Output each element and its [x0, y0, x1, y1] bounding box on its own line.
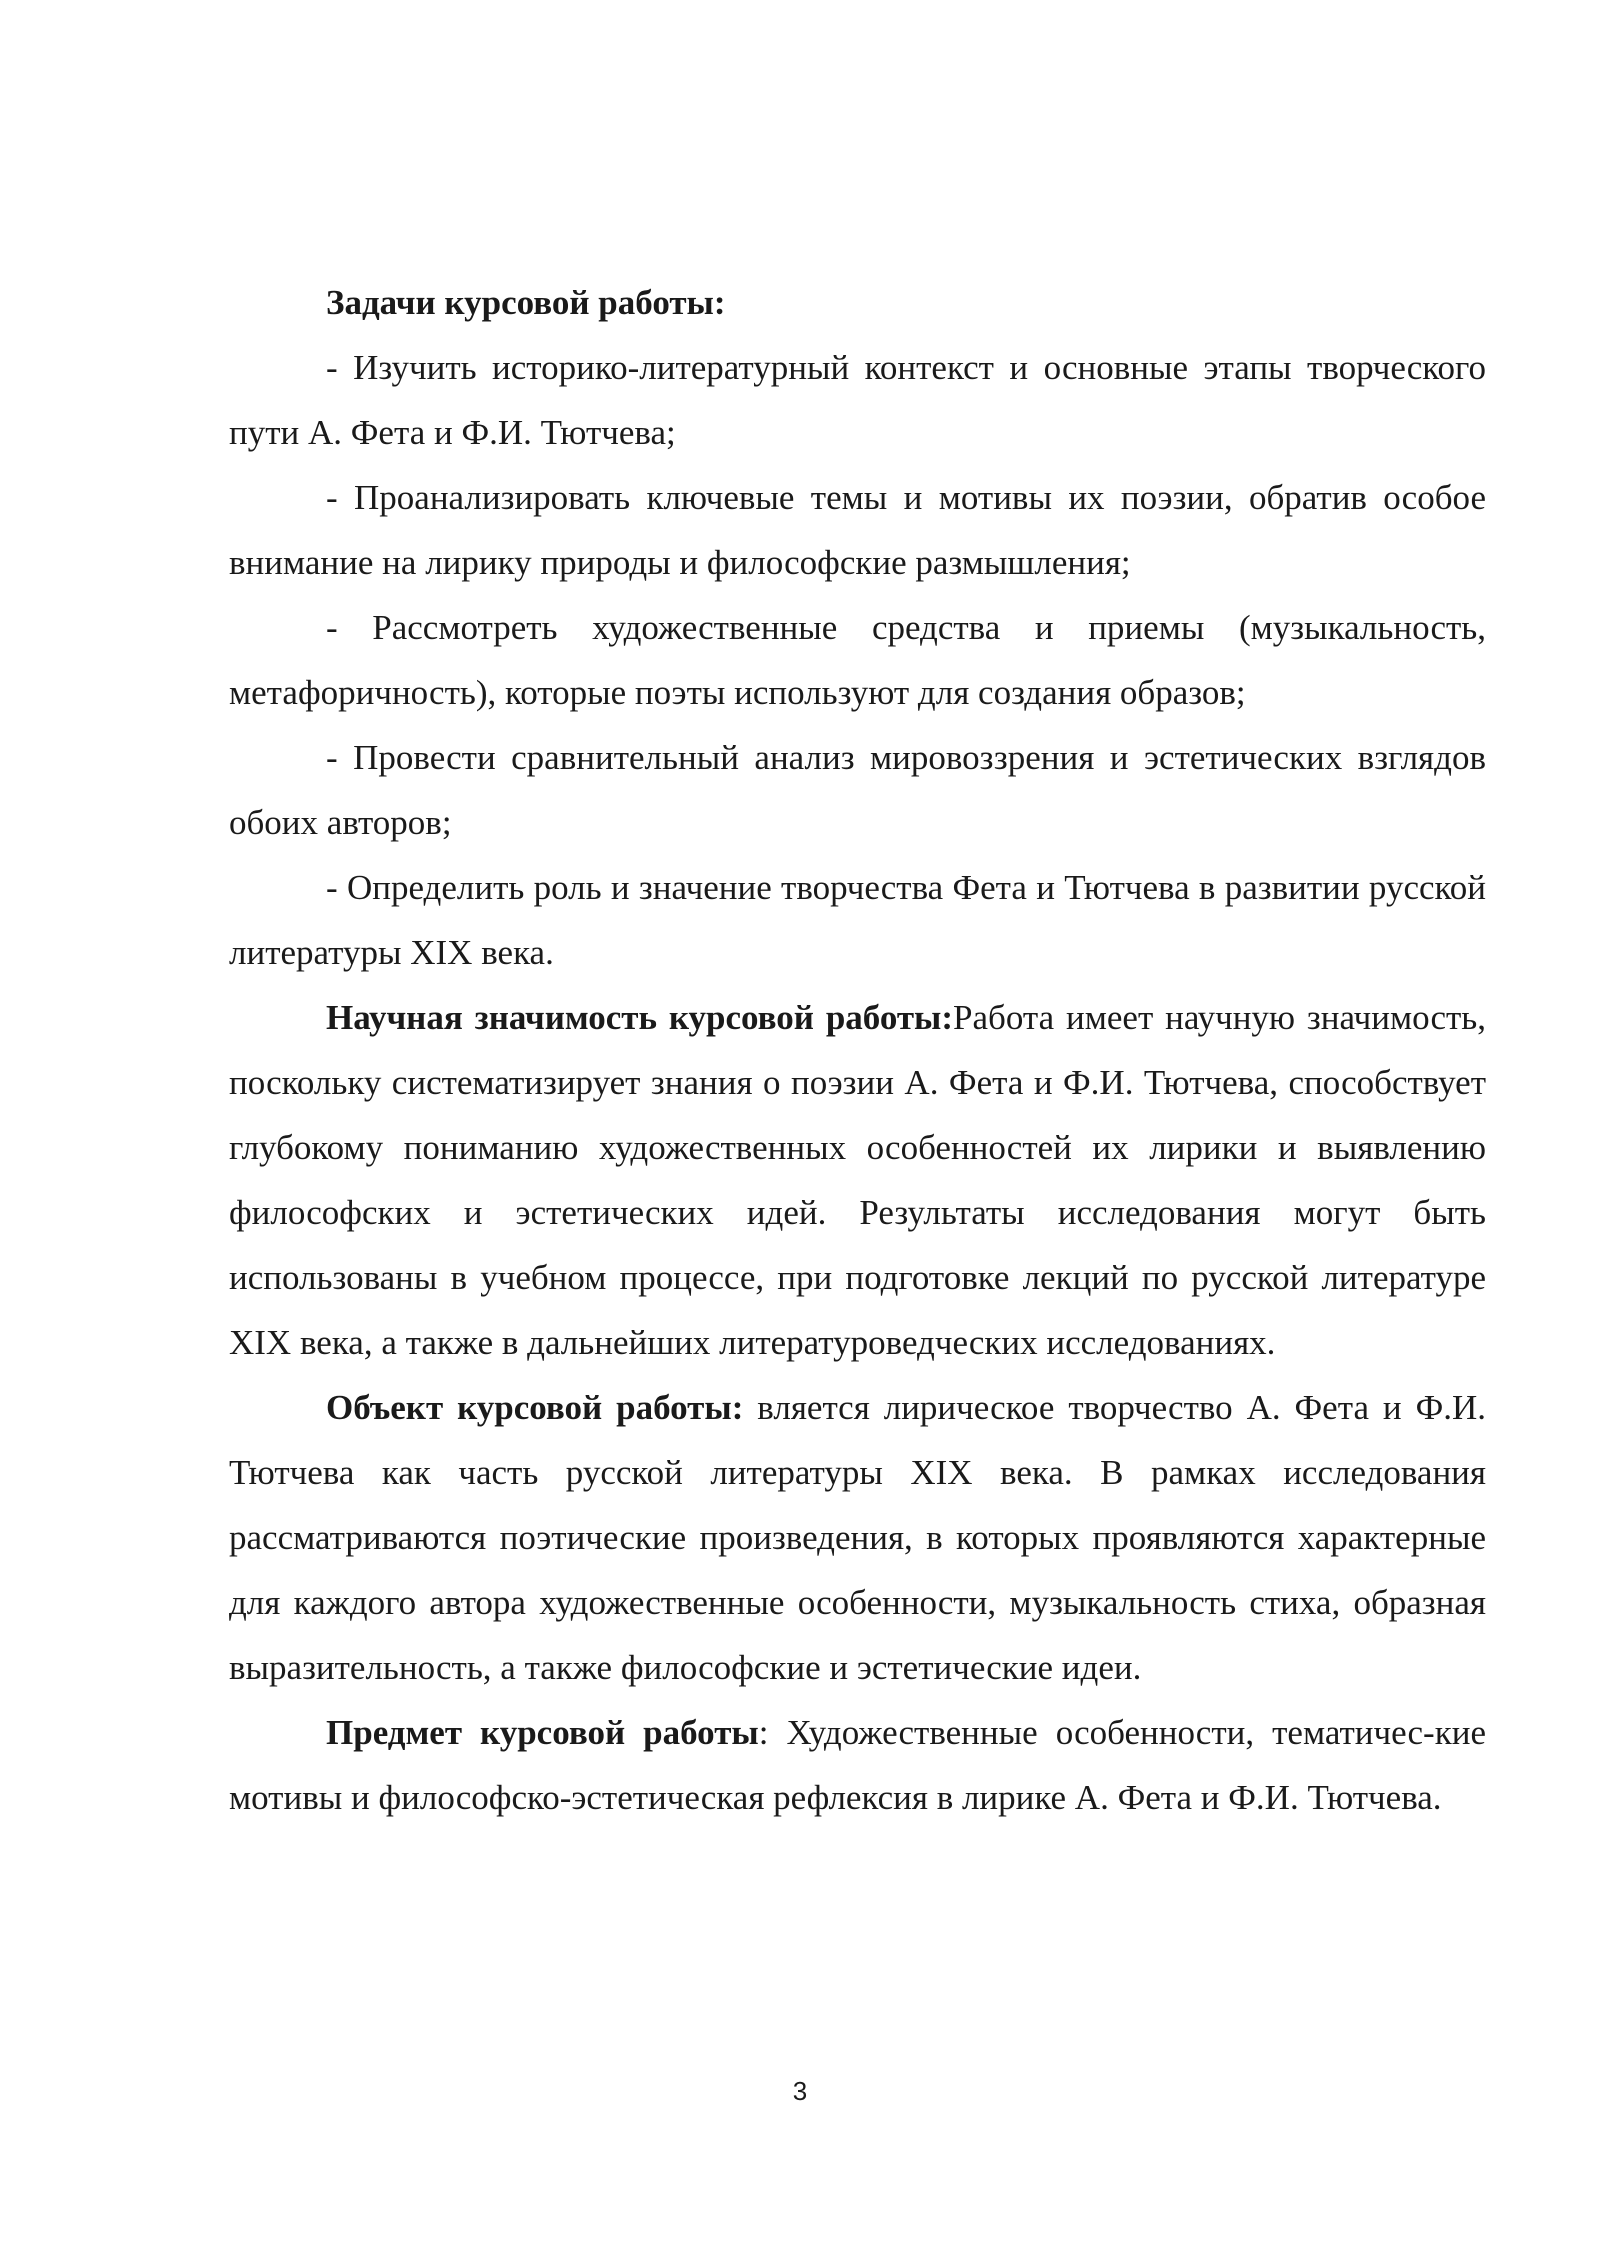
subject-paragraph — [229, 1700, 1486, 1830]
subject-heading: Предмет курсовой работы — [326, 1713, 759, 1752]
tasks-heading: Задачи курсовой работы: — [326, 283, 726, 322]
object-heading: Объект курсовой работы: — [326, 1388, 744, 1427]
significance-paragraph — [229, 985, 1486, 1375]
page-body — [229, 270, 1486, 1830]
object-text: вляется лирическое творчество А. Фета и Ф.И. Тютчева как часть русской литературы XIX века. В рамках исследования рассматриваются поэтические произведения, в которых проявляются характерные для каждого автора художественные особенности, музыкальность стиха, образная выразительность, а также философские и эстетические идеи. — [229, 1388, 1486, 1687]
task-item-4: - Провести сравнительный анализ мировоззрения и эстетических взглядов обоих авторов; — [229, 738, 1486, 842]
significance-text: Работа имеет научную значимость, поскольку систематизирует знания о поэзии А. Фета и Ф.И. Тютчева, способствует глубокому пониманию художественных особенностей их лирики и выявлению философских и эстетических идей. Результаты исследования могут быть использованы в учебном процессе, при подготовке лекций по русской литературе XIX века, а также в дальнейших литературоведческих исследованиях. — [229, 998, 1487, 1362]
significance-heading: Научная значимость курсовой работы: — [326, 998, 954, 1037]
task-item-5: - Определить роль и значение творчества Фета и Тютчева в развитии русской литературы XIX века. — [229, 868, 1486, 972]
subject-text: : Художественные особенности, тематичес-кие мотивы и философско-эстетическая рефлексия в лирике А. Фета и Ф.И. Тютчева. — [229, 1713, 1486, 1817]
task-item-2: - Проанализировать ключевые темы и мотивы их поэзии, обратив особое внимание на лирику природы и философские размышления; — [229, 478, 1486, 582]
page-number: 3 — [792, 2076, 808, 2106]
task-item-1: - Изучить историко-литературный контекст и основные этапы творческого пути А. Фета и Ф.И. Тютчева; — [229, 348, 1486, 452]
task-item-3: - Рассмотреть художественные средства и приемы (музыкальность, метафоричность), которые поэты используют для создания образов; — [229, 608, 1486, 712]
object-paragraph — [229, 1375, 1486, 1700]
